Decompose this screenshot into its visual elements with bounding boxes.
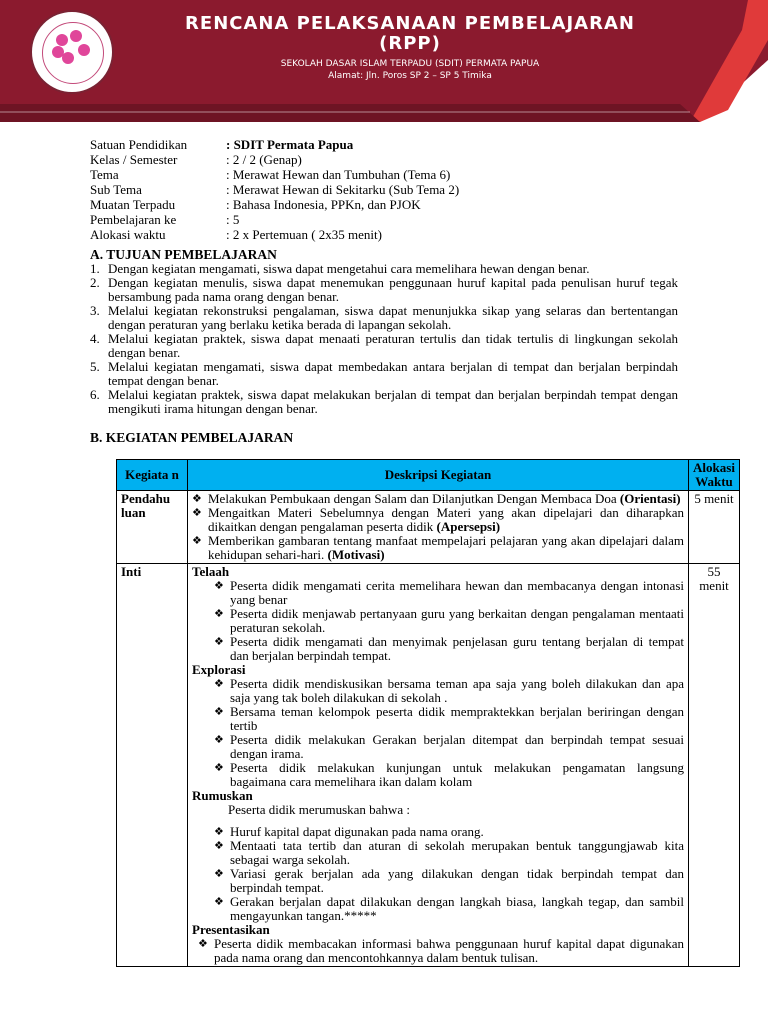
list-item: 5. Melalui kegiatan mengamati, siswa dapat membedakan antara berjalan di tempat dan berjalan berpindah tempat dengan benar. — [90, 359, 678, 388]
list-item: 6. Melalui kegiatan praktek, siswa dapat melakukan berjalan di tempat dan berjalan berpindah tempat dengan mengikuti irama hitungan dengan benar. — [90, 387, 678, 416]
school-logo — [30, 10, 114, 94]
row-label-inti: Inti — [117, 564, 188, 967]
header-deskripsi: Deskripsi Kegiatan — [188, 460, 689, 491]
subheading-rumuskan: Rumuskan — [192, 788, 253, 803]
diamond-bullet-icon: ❖ — [214, 678, 224, 690]
subheading-eksplorasi: Explorasi — [192, 662, 246, 677]
list-item: ❖ Memberikan gambaran tentang manfaat mempelajari pelajaran yang akan dipelajari dalam kehidupan sehari-hari. (Motivasi) — [192, 533, 684, 562]
header-banner — [0, 0, 768, 122]
time-inti: 55 menit — [689, 564, 740, 967]
list-item: ❖ Huruf kapital dapat digunakan pada nama orang. — [214, 824, 484, 839]
diamond-bullet-icon: ❖ — [214, 706, 224, 718]
list-item: 2. Dengan kegiatan menulis, siswa dapat menemukan penggunaan huruf kapital pada penulisan huruf tegak bersambung pada nama orang dengan benar. — [90, 275, 678, 304]
diamond-bullet-icon: ❖ — [198, 938, 208, 950]
list-item: ❖ Peserta didik menjawab pertanyaan guru yang berkaitan dengan pengalaman mentaati peraturan sekolah. — [214, 606, 684, 635]
list-item: ❖ Variasi gerak berjalan ada yang dilakukan dengan tidak berpindah tempat dan berpindah tempat. — [214, 866, 684, 895]
list-item: ❖ Peserta didik melakukan kunjungan untuk melakukan pengamatan langsung bagaimana cara memelihara ikan dalam kolam — [214, 760, 684, 789]
pendahuluan-description — [188, 491, 689, 564]
list-item: ❖ Peserta didik mengamati dan menyimak penjelasan guru tentang berjalan di tempat dan berjalan berpindah tempat. — [214, 634, 684, 663]
diamond-bullet-icon: ❖ — [214, 580, 224, 592]
row-label-pendahuluan: Pendahu luan — [117, 491, 188, 564]
diamond-bullet-icon: ❖ — [214, 826, 224, 838]
diamond-bullet-icon: ❖ — [192, 493, 202, 505]
inti-description — [188, 564, 689, 967]
list-item: ❖ Peserta didik membacakan informasi bahwa penggunaan huruf kapital dapat digunakan pada nama orang dan mencontohkannya dalam bentuk tulisan. — [198, 936, 684, 965]
diamond-bullet-icon: ❖ — [214, 896, 224, 908]
time-pendahuluan: 5 menit — [689, 491, 740, 564]
section-a-title: A. TUJUAN PEMBELAJARAN — [90, 247, 277, 262]
header-alokasi: Alokasi Waktu — [689, 460, 740, 491]
diamond-bullet-icon: ❖ — [192, 535, 202, 547]
subheading-presentasikan: Presentasikan — [192, 922, 270, 937]
diamond-bullet-icon: ❖ — [214, 734, 224, 746]
list-item: ❖ Melakukan Pembukaan dengan Salam dan Dilanjutkan Dengan Membaca Doa (Orientasi) — [192, 491, 681, 506]
school-name: SEKOLAH DASAR ISLAM TERPADU (SDIT) PERMATA PAPUA — [280, 59, 540, 69]
list-item: 4. Melalui kegiatan praktek, siswa dapat menaati peraturan tertulis dan tidak tertulis di lingkungan sekolah dengan benar. — [90, 331, 678, 360]
list-item: 3. Melalui kegiatan rekonstruksi pengalaman, siswa dapat menunjukka sikap yang selaras dan bertentangan dengan peraturan yang berlaku ketika berada di lapangan sekolah. — [90, 303, 678, 332]
list-item: ❖ Mengaitkan Materi Sebelumnya dengan Materi yang akan dipelajari dan diharapkan dikaitkan dengan pengalaman peserta didik (Apersepsi) — [192, 505, 684, 534]
diamond-bullet-icon: ❖ — [214, 762, 224, 774]
document-title: RENCANA PELAKSANAAN PEMBELAJARAN (RPP) — [185, 13, 635, 54]
table-header-row — [117, 460, 740, 491]
rumuskan-intro: Peserta didik merumuskan bahwa : — [228, 802, 410, 817]
list-item: ❖ Mentaati tata tertib dan aturan di sekolah merupakan bentuk tanggungjawab kita sebagai warga sekolah. — [214, 838, 684, 867]
diamond-bullet-icon: ❖ — [214, 840, 224, 852]
activity-table — [116, 459, 740, 967]
subheading-telaah: Telaah — [192, 564, 230, 579]
section-b-title: B. KEGIATAN PEMBELAJARAN — [90, 430, 294, 445]
table-row — [117, 564, 740, 967]
header-kegiatan: Kegiata n — [117, 460, 188, 491]
list-item: ❖ Gerakan berjalan dapat dilakukan dengan langkah biasa, langkah tegap, dan sambil mengayunkan tangan.***** — [214, 894, 684, 923]
school-info — [130, 58, 690, 82]
diamond-bullet-icon: ❖ — [214, 608, 224, 620]
school-address: Alamat: Jln. Poros SP 2 – SP 5 Timika — [328, 71, 492, 81]
table-row — [117, 491, 740, 564]
identity-block: Satuan Pendidikan : SDIT Permata Papua Kelas / Semester : 2 / 2 (Genap) Tema : Merawat Hewan dan Tumbuhan (Tema 6) Sub Tema : Merawat Hewan di Sekitarku (Sub Tema 2) Muatan Terpadu : Bahasa Indonesia, PPKn, dan PJOK Pembelajaran ke : 5 Alokasi waktu : 2 x Pertemuan ( 2x35 menit) — [90, 137, 460, 242]
diamond-bullet-icon: ❖ — [192, 507, 202, 519]
list-item: ❖ Peserta didik mendiskusikan bersama teman apa saja yang boleh dilakukan dan apa saja yang tak boleh dilakukan di sekolah . — [214, 676, 684, 705]
list-item: ❖ Peserta didik mengamati cerita memelihara hewan dan membacanya dengan intonasi yang benar — [214, 578, 684, 607]
diamond-bullet-icon: ❖ — [214, 868, 224, 880]
objectives-list — [90, 262, 678, 416]
list-item: ❖ Bersama teman kelompok peserta didik mempraktekkan berjalan beriringan dengan tertib — [214, 704, 684, 733]
list-item: 1. Dengan kegiatan mengamati, siswa dapat mengetahui cara memelihara hewan dengan benar. — [90, 261, 590, 276]
list-item: ❖ Peserta didik melakukan Gerakan berjalan ditempat dan berpindah tempat sesuai dengan irama. — [214, 732, 684, 761]
diamond-bullet-icon: ❖ — [214, 636, 224, 648]
